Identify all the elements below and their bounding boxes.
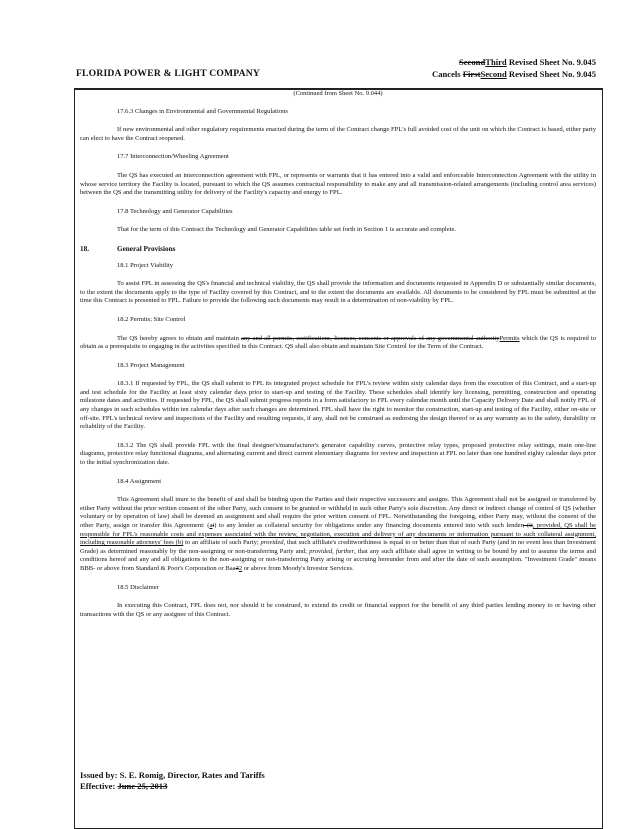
- deleted-text: 3: [235, 564, 239, 572]
- heading-18-1: 18.1 Project Viability: [117, 261, 174, 269]
- sheet-number-block: [366, 56, 596, 80]
- heading-18-5: 18.5 Disclaimer: [117, 583, 159, 591]
- para-18-4: [80, 496, 596, 573]
- text-run: or above from Moody's Investor Services.: [242, 564, 354, 572]
- cancels-line: [366, 68, 596, 80]
- para-17-7: The QS has executed an interconnection agreement with FPL, or represents or warrants that it has entered into a valid and enforceable Interconnection Agreement with the utility in whose service territory the Facility is located, pursuant to which the QS assumes contractual responsibility to make any and all transmission-related arrangements (including control area services) between the QS and the transmitting utility for delivery of the Facility's capacity and energy to FPL.: [80, 171, 596, 197]
- effective-label: Effective:: [80, 781, 118, 791]
- heading-18-2: 18.2 Permits; Site Control: [117, 315, 186, 323]
- text-run: This Agreement shall inure to the benefit of and shall be binding upon the Parties and their respective successors and assigns. This Agreement shall not be assigned or transferred by either Party without the prior written consent of the other Party, such consent to be granted or withheld in such other Party's sole discretion. Any direct or indirect change of control of QS (whether voluntary or by operation of law) shall be deemed an assignment and shall require the prior written consent of FPL. Notwithstanding the foregoing, either Party may, without the consent of the other Party, assign or transfer this Agreement: (: [80, 496, 596, 529]
- heading-17-7: 17.7 Interconnection/Wheeling Agreement: [117, 153, 229, 161]
- para-17-6-3: If new environmental and other regulatory requirements enacted during the term of the Contract change FPL's full avoided cost of the unit on which the Contract is based, either party can elect to have the Contract reopened.: [80, 126, 596, 142]
- para-18-3-1: 18.3.1 If requested by FPL, the QS shall submit to FPL its integrated project schedule for FPL's review within sixty calendar days from the execution of this Contract, and a start-up and test schedule for the Facility at least sixty calendar days prior to start-up and testing of the Facility. These schedules shall identify key licensing, permitting, construction and operating milestone dates and activities. If requested by FPL, the QS shall submit progress reports in a form satisfactory to FPL every calendar month until the Capacity Delivery Date and shall notify FPL of any changes in such schedules within ten calendar days after such changes are determined. FPL shall have the right to monitor the construction, start-up and testing of the Facility, either on-site or off-site. FPL's technical review and inspections of the Facility and resulting requests, if any, shall not be construed as endorsing the design thereof or as any warranty as to the safety, durability or reliability of the Facility.: [80, 380, 596, 431]
- heading-17-6-3: 17.6.3 Changes in Environmental and Governmental Regulations: [117, 107, 288, 115]
- heading-18-3: 18.3 Project Management: [117, 361, 185, 369]
- company-name: FLORIDA POWER & LIGHT COMPANY: [76, 68, 261, 79]
- document-body: [80, 90, 596, 629]
- text-run: , that any such affiliate shall agree in writing to be bound by and to assume the terms and conditions hereof and any and all obligations to the non-assigning or non-transferring Party arising or accruing hereunder from and after the date of such assumption. "Investment Grade" means BBB- or above from Standard & Poor's Corporation or Baa: [80, 547, 596, 572]
- text-run: to an affiliate of such Party;: [183, 539, 261, 547]
- text-run: The QS hereby agrees to obtain and maintain: [117, 334, 241, 342]
- inserted-text: a: [209, 522, 213, 529]
- deleted-text: ; (ii: [522, 522, 533, 529]
- continued-note: (Continued from Sheet No. 9.044): [293, 90, 383, 97]
- section-18-heading: [80, 245, 596, 254]
- para-18-2: [80, 335, 596, 352]
- cancels-new: Second: [480, 69, 507, 79]
- deleted-text: i: [212, 522, 215, 529]
- para-17-8: That for the term of this Contract the Technology and Generator Capabilities table set forth in Section 1 is accurate and complete.: [117, 226, 457, 234]
- heading-17-8: 17.8 Technology and Generator Capabilities: [117, 207, 233, 215]
- text-run: ) to any lender as collateral security for obligations under any financing documents entered into with such lender: [214, 522, 523, 529]
- para-18-3-2: 18.3.2 The QS shall provide FPL with the final designer's/manufacturer's generator capability curves, protective relay types, proposed protective relay settings, main one-line diagrams, protective relay functional diagrams, and alternating current and direct current elementary diagrams for review and inspection at FPL no later than one hundred eighty calendar days prior to the initial synchronization date.: [80, 441, 596, 467]
- issued-by: Issued by: S. E. Romig, Director, Rates and Tariffs: [80, 770, 265, 780]
- sheet-old: Second: [458, 57, 486, 67]
- deleted-text: any and all permits, certifications, licenses, consents or approvals of any governmental authority: [240, 334, 500, 342]
- inserted-text: Permits: [499, 334, 520, 342]
- cancels-prefix: Cancels: [431, 69, 463, 79]
- effective-line: [80, 781, 265, 792]
- para-18-5: In executing this Contract, FPL does not, nor should it be construed, to extend its credit or financial support for the benefit of any third parties lending money to or having other transactions with the QS or any assignee of this Contract.: [80, 602, 596, 618]
- heading-18-4: 18.4 Assignment: [117, 477, 162, 485]
- inserted-text: , provided, QS shall be responsible for FPL's reasonable costs and expenses associated with the review, negotiation, execution and delivery of any documents or information pursuant to such collateral assignment, including reasonable attorneys' fees (b): [80, 522, 597, 547]
- sheet-rest: Revised Sheet No. 9.045: [506, 57, 596, 67]
- italic-text: provided, further: [309, 547, 355, 555]
- cancels-rest: Revised Sheet No. 9.045: [506, 69, 596, 79]
- issued-block: [80, 770, 265, 792]
- effective-old-date: June 25, 2013: [117, 781, 168, 791]
- para-18-1: To assist FPL in assessing the QS's financial and technical viability, the QS shall provide the information and documents requested in Appendix D or substantially similar documents, to the extent the documents apply to the type of Facility covered by this Contract, and to the extent the documents are available. All documents to be considered by FPL must be submitted at the time this Contract is presented to FPL. Failure to provide the following such documents may result in a determination of non-viability by FPL.: [80, 280, 596, 305]
- text-run: which the QS is required to obtain as a prerequisite to engaging in the activities specified in this Contract. QS shall also obtain and maintain Site Control for the Term of the Contract.: [80, 334, 596, 351]
- section-title: General Provisions: [117, 244, 176, 253]
- sheet-new: Third: [485, 57, 507, 67]
- inserted-text: 2: [238, 564, 243, 572]
- italic-text: provided,: [260, 539, 286, 547]
- section-number: 18.: [80, 244, 89, 253]
- text-run: that such affiliate's creditworthiness is equal to or better than that of such Party (and in no event less than Investment Grade) as determined reasonably by the non-assigning or non-transferring Party and;: [80, 539, 596, 555]
- cancels-old: First: [462, 69, 481, 79]
- sheet-revision: [366, 56, 596, 68]
